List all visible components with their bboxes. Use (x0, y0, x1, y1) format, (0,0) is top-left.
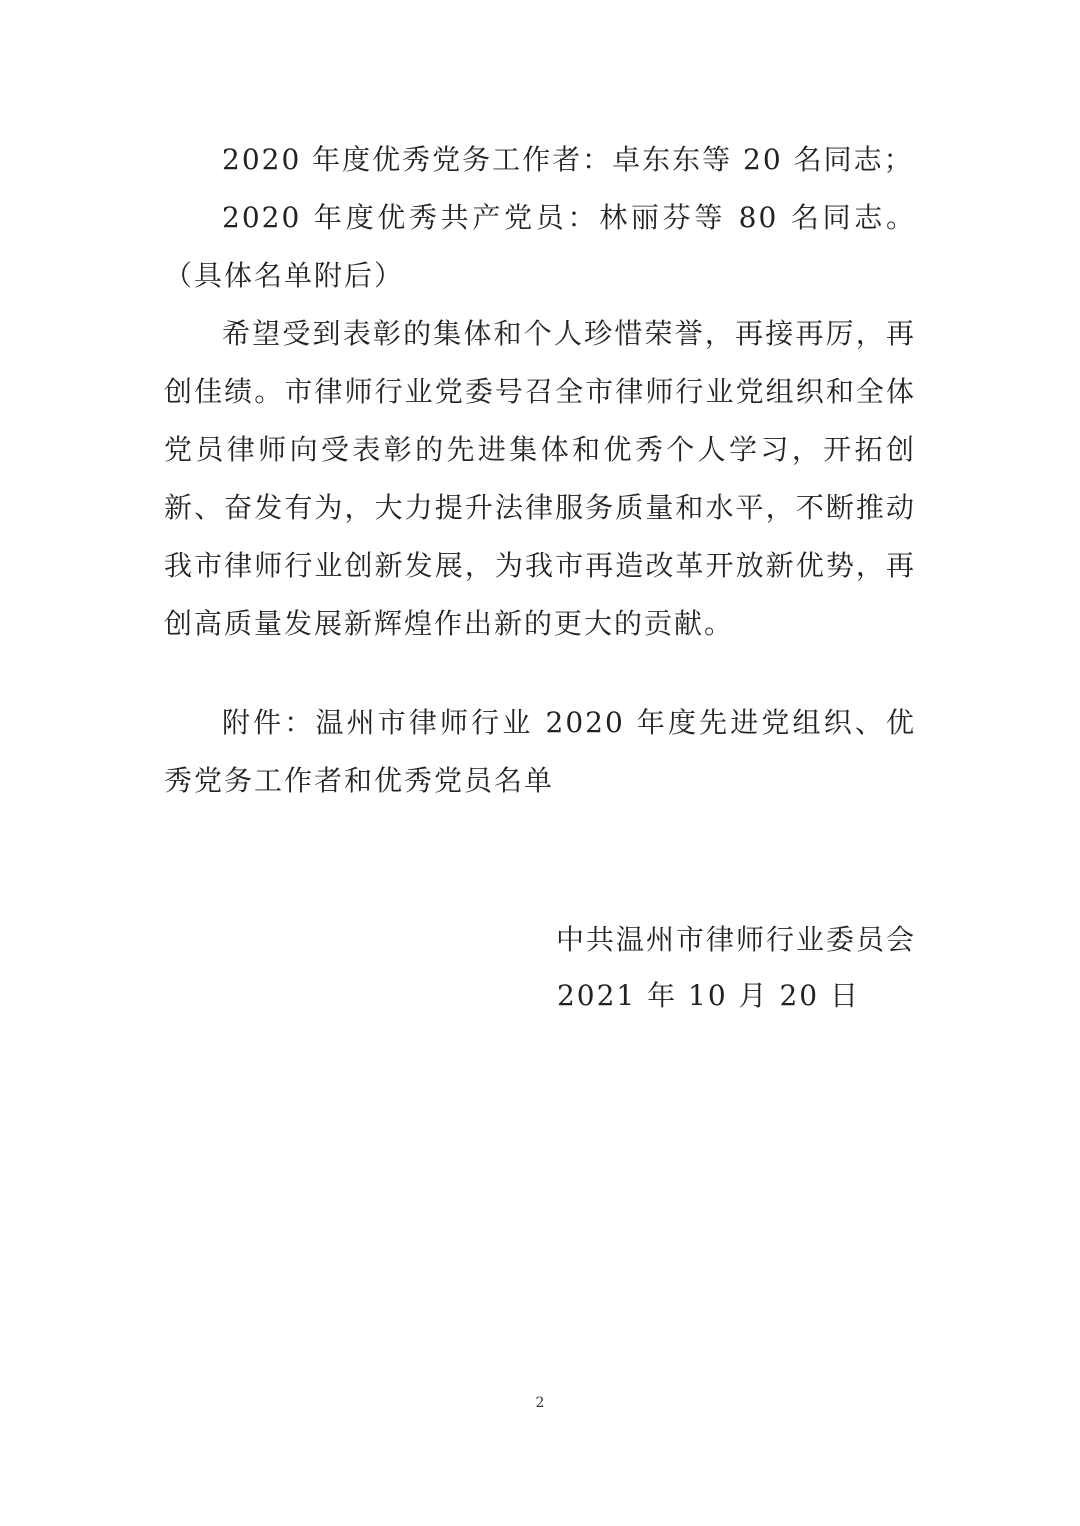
attachment-section (164, 694, 916, 810)
signature-date: 2021 年 10 月 20 日 (556, 979, 860, 1012)
signature-block (556, 912, 916, 1024)
attachment-note: 附件：温州市律师行业 2020 年度先进党组织、优秀党务工作者和优秀党员名单 (164, 706, 916, 797)
honor-list-section (164, 131, 916, 305)
paragraph-outstanding-party-members: 2020 年度优秀共产党员：林丽芬等 80 名同志。（具体名单附后） (164, 201, 916, 292)
signature-organization: 中共温州市律师行业委员会 (555, 923, 916, 956)
paragraph-encouragement: 希望受到表彰的集体和个人珍惜荣誉，再接再厉，再创佳绩。市律师行业党委号召全市律师行业党组织和全体党员律师向受表彰的先进集体和优秀个人学习，开拓创新、奋发有为，大力提升法律服务质量和水平，不断推动我市律师行业创新发展，为我市再造改革开放新优势，再创高质量发展新辉煌作出新的更大的贡献。 (164, 317, 916, 640)
encouragement-section (164, 305, 916, 653)
page-number: 2 (535, 1395, 545, 1411)
paragraph-outstanding-party-workers: 2020 年度优秀党务工作者：卓东东等 20 名同志； (222, 143, 914, 176)
